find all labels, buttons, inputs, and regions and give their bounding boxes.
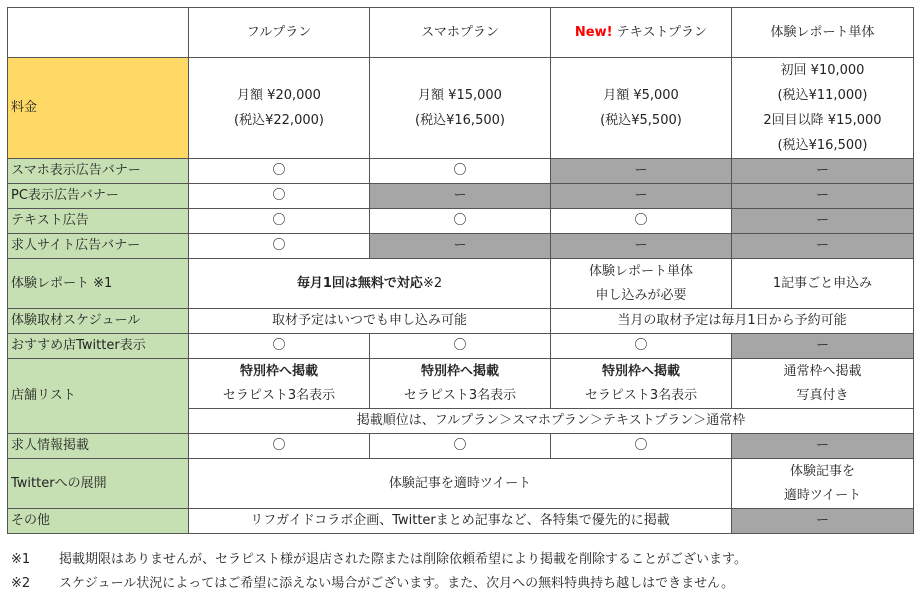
sp-banner-label: スマホ表示広告バナー xyxy=(8,159,189,184)
fee-text xyxy=(551,58,732,159)
shop-list-smartphone-slot: 特別枠へ掲載 xyxy=(420,363,499,379)
experience-report-text-line1: 体験レポート単体 xyxy=(588,263,693,279)
header-smartphone-plan: スマホプラン xyxy=(370,8,551,58)
other-shared: リフガイドコラボ企画、Twitterまとめ記事など、各特集で優先的に掲載 xyxy=(189,509,732,534)
pc-banner-text: ー xyxy=(551,184,732,209)
new-badge: New! xyxy=(574,24,613,40)
sp-banner-text: ー xyxy=(551,159,732,184)
footnote-2-text: スケジュール状況によってはご希望に添えない場合がございます。また、次月への無料特典持ち越しはできません。 xyxy=(59,576,734,591)
other-row xyxy=(8,509,914,534)
fee-report-second-tax: (税込¥16,500) xyxy=(777,138,868,153)
experience-report-label: 体験レポート ※1 xyxy=(8,259,189,309)
fee-smartphone-monthly: 月額 ¥15,000 xyxy=(418,88,502,103)
twitter-shop-smartphone: 〇 xyxy=(370,334,551,359)
fee-full-monthly: 月額 ¥20,000 xyxy=(237,88,321,103)
job-banner-report: ー xyxy=(732,234,914,259)
header-report-only-plan: 体験レポート単体 xyxy=(732,8,914,58)
shop-list-text-therapists: セラピスト3名表示 xyxy=(584,387,698,403)
twitter-expand-shared: 体験記事を適時ツイート xyxy=(189,459,732,509)
plan-comparison-table xyxy=(7,7,914,534)
job-banner-row xyxy=(8,234,914,259)
header-text-plan xyxy=(551,8,732,58)
experience-report-note-mark: ※2 xyxy=(422,275,443,291)
job-banner-full: 〇 xyxy=(189,234,370,259)
shop-list-text xyxy=(551,359,732,409)
experience-report-text-line2: 申し込みが必要 xyxy=(595,287,687,303)
shop-list-report xyxy=(732,359,914,409)
shop-list-order: 掲載順位は、フルプラン＞スマホプラン＞テキストプラン＞通常枠 xyxy=(189,409,914,434)
shop-list-smartphone-therapists: セラピスト3名表示 xyxy=(403,387,517,403)
job-info-label: 求人情報掲載 xyxy=(8,434,189,459)
pc-banner-smartphone: ー xyxy=(370,184,551,209)
twitter-shop-label: おすすめ店Twitter表示 xyxy=(8,334,189,359)
shop-list-full xyxy=(189,359,370,409)
fee-report-first: 初回 ¥10,000 xyxy=(780,63,865,78)
experience-report-row xyxy=(8,259,914,309)
schedule-left: 取材予定はいつでも申し込み可能 xyxy=(189,309,551,334)
text-ad-text: 〇 xyxy=(551,209,732,234)
schedule-right: 当月の取材予定は毎月1日から予約可能 xyxy=(551,309,914,334)
job-info-full: 〇 xyxy=(189,434,370,459)
footnote-1-text: 掲載期限はありませんが、セラピスト様が退店された際または削除依頼希望により掲載を削除することがございます。 xyxy=(59,552,747,567)
other-label: その他 xyxy=(8,509,189,534)
footnote-1 xyxy=(11,548,747,572)
experience-report-report: 1記事ごと申込み xyxy=(732,259,914,309)
fee-text-monthly: 月額 ¥5,000 xyxy=(603,88,679,103)
sp-banner-row xyxy=(8,159,914,184)
sp-banner-full: 〇 xyxy=(189,159,370,184)
shop-list-text-slot: 特別枠へ掲載 xyxy=(601,363,680,379)
fee-report-second: 2回目以降 ¥15,000 xyxy=(763,113,882,128)
experience-report-free: 毎月1回は無料で対応 xyxy=(296,275,423,291)
pc-banner-label: PC表示広告バナー xyxy=(8,184,189,209)
shop-list-full-slot: 特別枠へ掲載 xyxy=(239,363,318,379)
text-ad-label: テキスト広告 xyxy=(8,209,189,234)
header-text-plan-label: テキストプラン xyxy=(616,24,708,40)
fee-label: 料金 xyxy=(8,58,189,159)
header-full-plan: フルプラン xyxy=(189,8,370,58)
job-info-text: 〇 xyxy=(551,434,732,459)
schedule-label: 体験取材スケジュール xyxy=(8,309,189,334)
text-ad-row xyxy=(8,209,914,234)
text-ad-smartphone: 〇 xyxy=(370,209,551,234)
pc-banner-full: 〇 xyxy=(189,184,370,209)
twitter-expand-row xyxy=(8,459,914,509)
shop-list-label: 店舗リスト xyxy=(8,359,189,434)
other-report: ー xyxy=(732,509,914,534)
text-ad-report: ー xyxy=(732,209,914,234)
experience-report-text xyxy=(551,259,732,309)
twitter-expand-label: Twitterへの展開 xyxy=(8,459,189,509)
text-ad-full: 〇 xyxy=(189,209,370,234)
twitter-shop-report: ー xyxy=(732,334,914,359)
fee-full xyxy=(189,58,370,159)
fee-smartphone xyxy=(370,58,551,159)
pc-banner-row xyxy=(8,184,914,209)
twitter-expand-report-line2: 適時ツイート xyxy=(783,487,862,503)
pc-banner-report: ー xyxy=(732,184,914,209)
fee-text-tax: (税込¥5,500) xyxy=(600,113,682,128)
job-banner-label: 求人サイト広告バナー xyxy=(8,234,189,259)
twitter-shop-row xyxy=(8,334,914,359)
shop-list-smartphone xyxy=(370,359,551,409)
twitter-shop-text: 〇 xyxy=(551,334,732,359)
shop-list-row xyxy=(8,359,914,409)
schedule-row xyxy=(8,309,914,334)
fee-full-tax: (税込¥22,000) xyxy=(234,113,324,128)
twitter-shop-full: 〇 xyxy=(189,334,370,359)
footnote-2-mark: ※2 xyxy=(11,576,31,591)
shop-list-report-photo: 写真付き xyxy=(796,387,849,403)
sp-banner-report: ー xyxy=(732,159,914,184)
shop-list-full-therapists: セラピスト3名表示 xyxy=(222,387,336,403)
job-banner-smartphone: ー xyxy=(370,234,551,259)
job-info-report: ー xyxy=(732,434,914,459)
job-info-row xyxy=(8,434,914,459)
sp-banner-smartphone: 〇 xyxy=(370,159,551,184)
header-row xyxy=(8,8,914,58)
fee-report-first-tax: (税込¥11,000) xyxy=(777,88,868,103)
header-empty-cell xyxy=(8,8,189,58)
fee-row xyxy=(8,58,914,159)
footnote-1-mark: ※1 xyxy=(11,552,31,567)
shop-list-report-slot: 通常枠へ掲載 xyxy=(783,363,862,379)
job-banner-text: ー xyxy=(551,234,732,259)
twitter-expand-report xyxy=(732,459,914,509)
footnotes xyxy=(11,548,747,596)
fee-smartphone-tax: (税込¥16,500) xyxy=(415,113,505,128)
job-info-smartphone: 〇 xyxy=(370,434,551,459)
fee-report xyxy=(732,58,914,159)
footnote-2 xyxy=(11,572,747,596)
twitter-expand-report-line1: 体験記事を xyxy=(789,463,855,479)
experience-report-shared xyxy=(189,259,551,309)
